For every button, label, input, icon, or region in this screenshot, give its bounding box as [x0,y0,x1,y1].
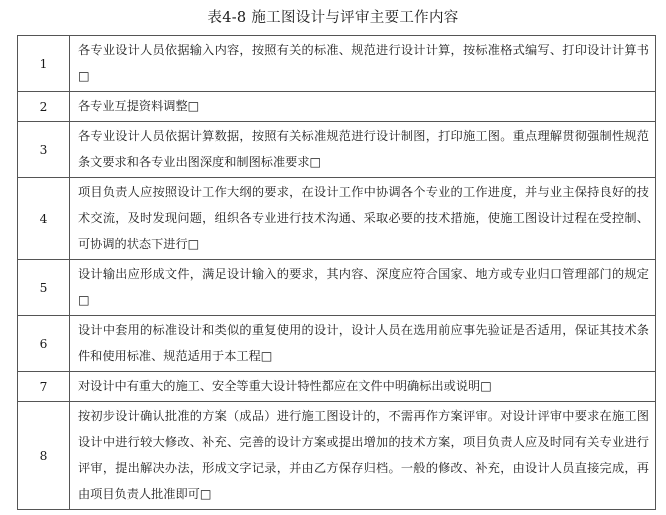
row-text: 按初步设计确认批准的方案（成品）进行施工图设计的，不需再作方案评审。对设计评审中要求在施工图设计中进行较大修改、补充、完善的设计方案或提出增加的技术方案，项目负责人应及时同有关专业进行评审，提出解决办法，形成文字记录，并由乙方保存归档。一般的修改、补充，由设计人员直接完成，再由项目负责人批准即可□ [70,402,656,510]
row-number: 3 [18,122,70,178]
row-text: 对设计中有重大的施工、安全等重大设计特性都应在文件中明确标出或说明□ [70,372,656,402]
row-number: 7 [18,372,70,402]
row-number: 4 [18,178,70,260]
table-row [18,122,656,178]
table-row [18,178,656,260]
row-number: 6 [18,316,70,372]
table-row [18,36,656,92]
row-number: 2 [18,92,70,122]
row-text: 各专业设计人员依据计算数据，按照有关标准规范进行设计制图，打印施工图。重点理解贯彻强制性规范条文要求和各专业出图深度和制图标准要求□ [70,122,656,178]
table-row [18,402,656,510]
row-number: 8 [18,402,70,510]
table-row [18,372,656,402]
row-text: 项目负责人应按照设计工作大纲的要求，在设计工作中协调各个专业的工作进度，并与业主保持良好的技术交流，及时发现问题，组织各专业进行技术沟通、采取必要的技术措施，使施工图设计过程在受控制、可协调的状态下进行□ [70,178,656,260]
table-title: 表4-8 施工图设计与评审主要工作内容 [207,10,459,26]
work-content-table [17,35,656,510]
table-row [18,92,656,122]
row-text: 各专业设计人员依据输入内容，按照有关的标准、规范进行设计计算，按标准格式编写、打印设计计算书□ [70,36,656,92]
row-text: 设计中套用的标准设计和类似的重复使用的设计，设计人员在选用前应事先验证是否适用，保证其技术条件和使用标准、规范适用于本工程□ [70,316,656,372]
table-row [18,316,656,372]
row-number: 1 [18,36,70,92]
row-text: 各专业互提资料调整□ [70,92,656,122]
row-text: 设计输出应形成文件，满足设计输入的要求，其内容、深度应符合国家、地方或专业归口管理部门的规定□ [70,260,656,316]
row-number: 5 [18,260,70,316]
table-row [18,260,656,316]
